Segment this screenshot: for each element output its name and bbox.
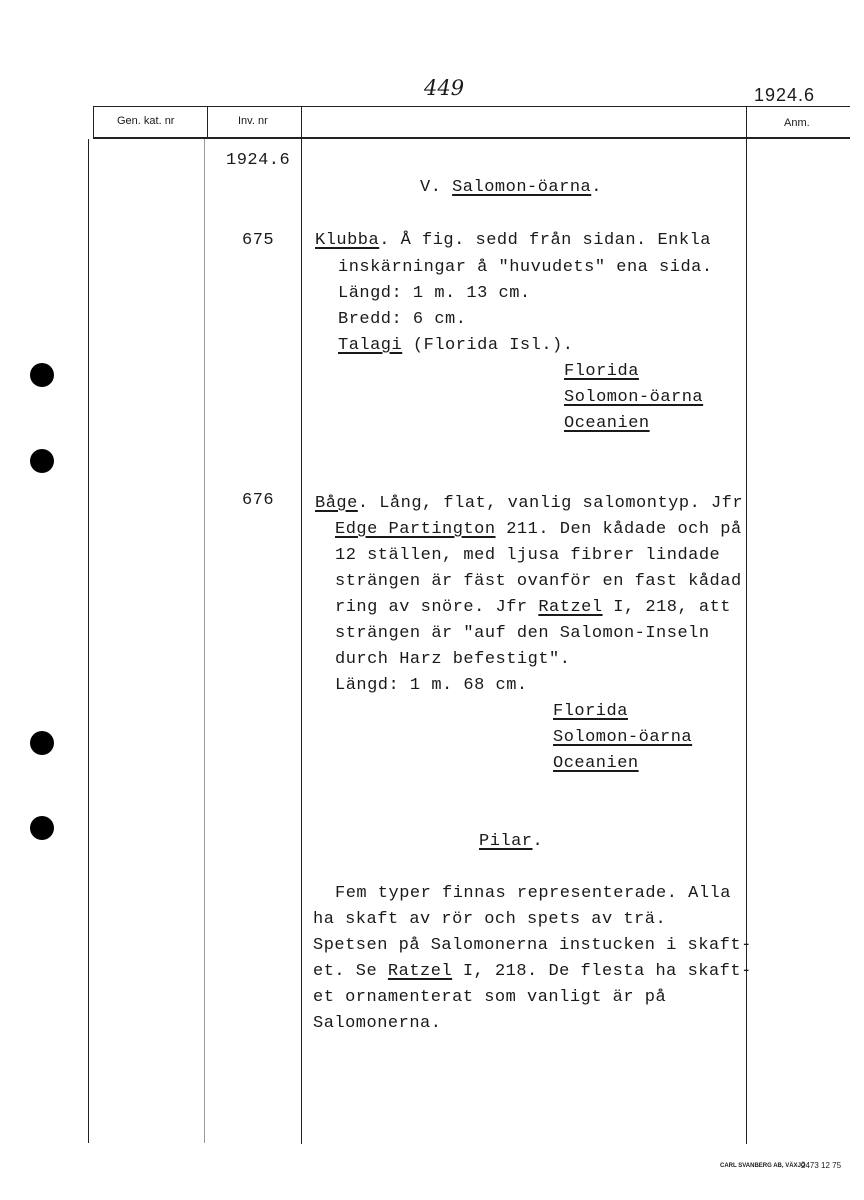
entry-675-region-3: Oceanien [564, 414, 650, 433]
entry-676-line-3: 12 ställen, med ljusa fibrer lindade [335, 546, 721, 565]
pilar-heading-text: Pilar [479, 832, 533, 851]
entry-675-region-2: Solomon-öarna [564, 388, 704, 407]
entry-675-region-1: Florida [564, 362, 639, 381]
entry-676-line-1 [315, 494, 743, 513]
col-header-inv-nr: Inv. nr [238, 115, 268, 127]
footer-code: 2473 12 75 [801, 1161, 842, 1170]
entry-676-line-5-rest: I, 218, att [602, 598, 731, 617]
entry-676-line-5-pre: ring av snöre. Jfr [335, 598, 539, 617]
pilar-line-4-rest: I, 218. De flesta ha skaft- [452, 962, 752, 981]
group-inv-nr: 1924.6 [226, 151, 291, 170]
entry-676-line-4: strängen är fäst ovanför en fast kådad [335, 572, 742, 591]
entry-675-line-2: inskärningar å "huvudets" ena sida. [338, 258, 713, 277]
entry-676-title: Båge [315, 494, 358, 513]
group-heading-title: Salomon-öarna [452, 178, 592, 197]
binder-hole [30, 731, 54, 755]
inv-nr-675: 675 [242, 231, 275, 250]
pilar-line-2: ha skaft av rör och spets av trä. [313, 910, 667, 929]
pilar-line-4 [313, 962, 752, 981]
gen-kat-divider [207, 106, 208, 138]
entry-676-line-5 [335, 598, 731, 617]
pilar-line-6: Salomonerna. [313, 1014, 442, 1033]
group-heading-suffix: . [591, 178, 602, 197]
footer-printer: CARL SVANBERG AB, VÄXJÖ [720, 1163, 806, 1169]
binder-hole [30, 363, 54, 387]
pilar-ref: Ratzel [387, 962, 453, 981]
entry-676-line-1-rest: . Lång, flat, vanlig salomontyp. Jfr [357, 494, 744, 513]
inv-nr-divider [301, 106, 302, 1144]
entry-675-locality-name: Talagi [338, 336, 403, 355]
inv-nr-676: 676 [242, 491, 275, 510]
gen-kat-divider-body [204, 139, 205, 1143]
pilar-line-1: Fem typer finnas representerade. Alla [335, 884, 731, 903]
binder-hole [30, 449, 54, 473]
page-number: 449 [424, 76, 465, 100]
pilar-line-3: Spetsen på Salomonerna instucken i skaft- [313, 936, 752, 955]
left-border-body [88, 139, 89, 1143]
catalog-ref: 1924.6 [754, 85, 816, 105]
binder-hole [30, 816, 54, 840]
entry-676-line-7: durch Harz befestigt". [335, 650, 571, 669]
entry-675-line-3: Längd: 1 m. 13 cm. [338, 284, 531, 303]
entry-676-line-6: strängen är "auf den Salomon-Inseln [335, 624, 710, 643]
col-header-anm: Anm. [784, 117, 810, 129]
group-heading [420, 178, 602, 197]
entry-675-locality [338, 336, 573, 355]
anm-divider [746, 106, 747, 1144]
entry-676-region-3: Oceanien [553, 754, 639, 773]
pilar-heading [479, 832, 543, 851]
entry-675-title: Klubba [315, 231, 380, 250]
pilar-line-4-pre: et. Se [313, 962, 388, 981]
entry-676-line-2-rest: 211. Den kådade och på [495, 520, 742, 539]
left-border [93, 106, 94, 138]
entry-675-line-1-rest: . Å fig. sedd från sidan. Enkla [379, 231, 711, 250]
group-heading-prefix: V. [420, 178, 453, 197]
entry-676-region-1: Florida [553, 702, 628, 721]
entry-675-locality-rest: (Florida Isl.). [402, 336, 574, 355]
entry-676-ref-1: Edge Partington [335, 520, 496, 539]
col-header-gen-kat-nr: Gen. kat. nr [117, 115, 175, 127]
entry-676-line-8: Längd: 1 m. 68 cm. [335, 676, 528, 695]
pilar-heading-suffix: . [532, 832, 544, 851]
entry-675-line-1 [315, 231, 711, 250]
pilar-line-5: et ornamenterat som vanligt är på [313, 988, 667, 1007]
entry-675-line-4: Bredd: 6 cm. [338, 310, 467, 329]
entry-676-line-2 [335, 520, 742, 539]
entry-676-ref-2: Ratzel [538, 598, 603, 617]
entry-676-region-2: Solomon-öarna [553, 728, 693, 747]
